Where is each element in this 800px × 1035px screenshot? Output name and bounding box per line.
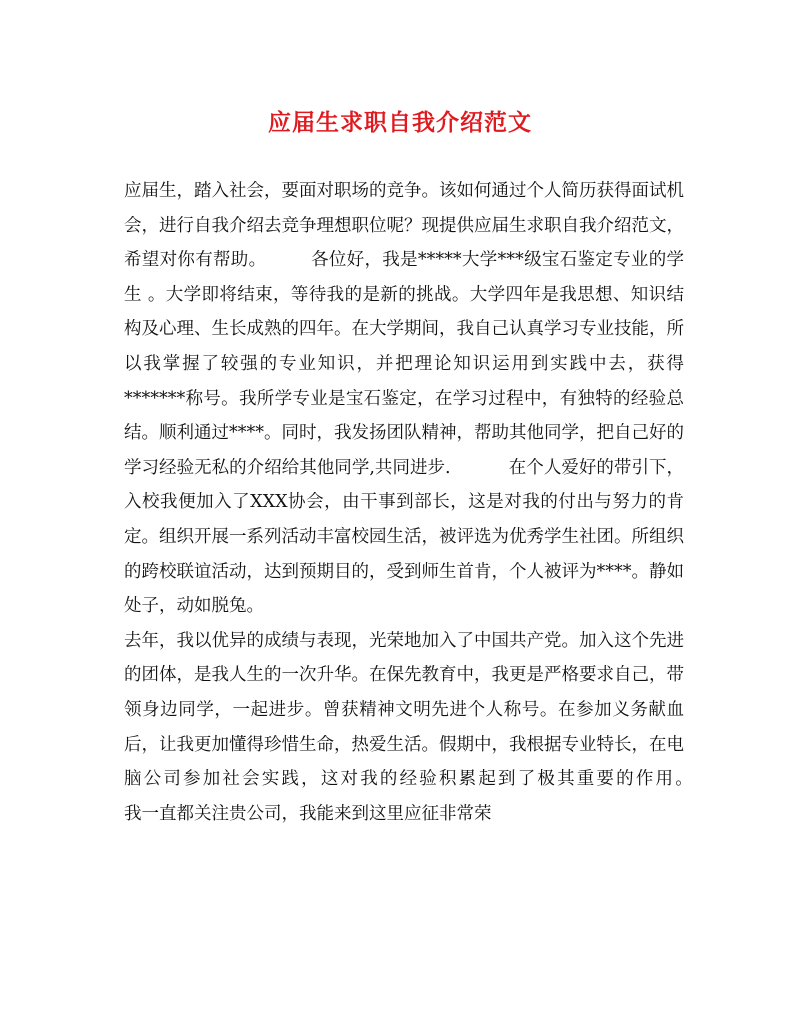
document-body — [124, 174, 737, 831]
paragraph-2: 去年，我以优异的成绩与表现，光荣地加入了中国共产党。加入这个先进的团体，是我人生的一次升华。在保先教育中，我更是严格要求自己，带领身边同学，一起进步。曾获精神文明先进个人称号。在参加义务献血后，让我更加懂得珍惜生命，热爱生活。假期中，我根据专业特长，在电脑公司参加社会实践，这对我的经验积累起到了极其重要的作用。 我一直都关注贵公司，我能来到这里应征非常荣 — [124, 630, 737, 824]
paragraph-1: 应届生，踏入社会，要面对职场的竞争。该如何通过个人简历获得面试机会，进行自我介绍去竞争理想职位呢？现提供应届生求职自我介绍范文，希望对你有帮助。 各位好，我是*****大学***级宝石鉴定专业的学生 。大学即将结束，等待我的是新的挑战。大学四年是我思想、知识结构及心理、生长成熟的四年。在大学期间，我自己认真学习专业技能，所以我掌握了较强的专业知识，并把理论知识运用到实践中去，获得*******称号。我所学专业是宝石鉴定，在学习过程中，有独特的经验总结。顺利通过****。同时，我发扬团队精神，帮助其他同学，把自己好的学习经验无私的介绍给其他同学,共同进步. 在个人爱好的带引下，入校我便加入了XXX协会，由干事到部长，这是对我的付出与努力的肯定。组织开展一系列活动丰富校园生活，被评选为优秀学生社团。所组织的跨校联谊活动，达到预期目的，受到师生首肯，个人被评为****。静如处子，动如脱兔。 — [124, 181, 684, 617]
document-title: 应届生求职自我介绍范文 — [268, 109, 532, 136]
